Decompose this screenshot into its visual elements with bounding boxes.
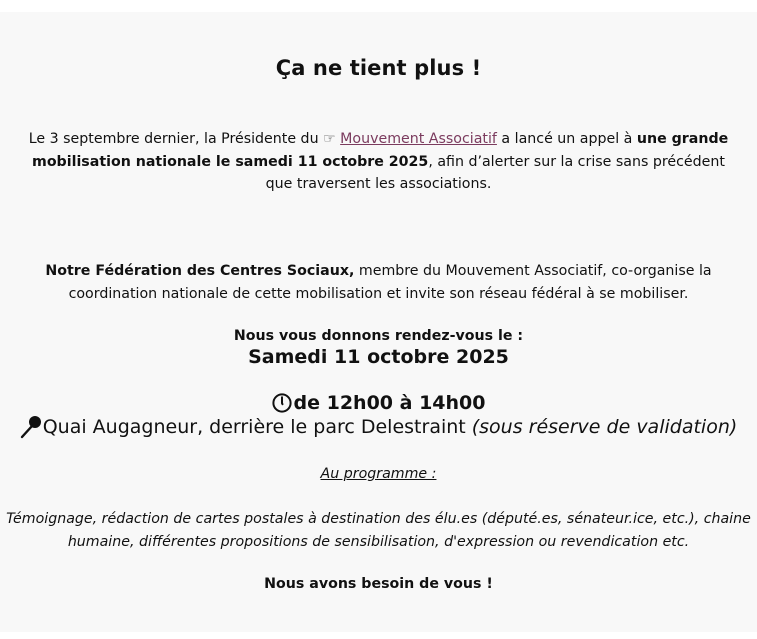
pointing-hand-icon: ☞: [323, 131, 336, 147]
event-time: de 12h00 à 14h00: [293, 392, 486, 414]
event-date: Samedi 11 octobre 2025: [248, 346, 509, 368]
intro-text-3: , afin d’alerter sur la crise sans précédent que traversent les associations.: [265, 153, 725, 192]
intro-bold-text: une grande mobilisation nationale le samedi 11 octobre 2025: [32, 131, 729, 170]
article-content: [0, 12, 757, 632]
rendezvous-label: Nous vous donnons rendez-vous le :: [233, 328, 524, 344]
event-time-line: [0, 392, 757, 414]
programme-text: Témoignage, rédaction de cartes postales à destination des élu.es (député.es, sénateur.ice, etc.), chaine humaine, différentes propositions de sensibilisation, d'expression ou revendication etc.: [6, 511, 751, 550]
clock-icon: [272, 393, 292, 413]
federation-paragraph: [6, 260, 751, 305]
intro-text-1: Le 3 septembre dernier, la Présidente du: [28, 131, 324, 147]
programme-heading: Au programme :: [320, 466, 437, 482]
page-title: Ça ne tient plus !: [275, 56, 482, 80]
event-place-note: (sous réserve de validation): [471, 416, 738, 438]
federation-text: membre du Mouvement Associatif, co-organise la coordination nationale de cette mobilisation et invite son réseau fédéral à se mobiliser.: [68, 263, 712, 302]
pushpin-icon: [20, 415, 42, 439]
event-place: Quai Augagneur, derrière le parc Delestraint: [42, 416, 466, 438]
event-place-line: [0, 415, 757, 439]
intro-text-2: a lancé un appel à: [496, 131, 637, 147]
mouvement-associatif-link[interactable]: Mouvement Associatif: [340, 131, 497, 147]
closing-text: Nous avons besoin de vous !: [264, 576, 493, 592]
federation-bold-text: Notre Fédération des Centres Sociaux,: [45, 263, 355, 279]
intro-paragraph: [20, 128, 737, 196]
